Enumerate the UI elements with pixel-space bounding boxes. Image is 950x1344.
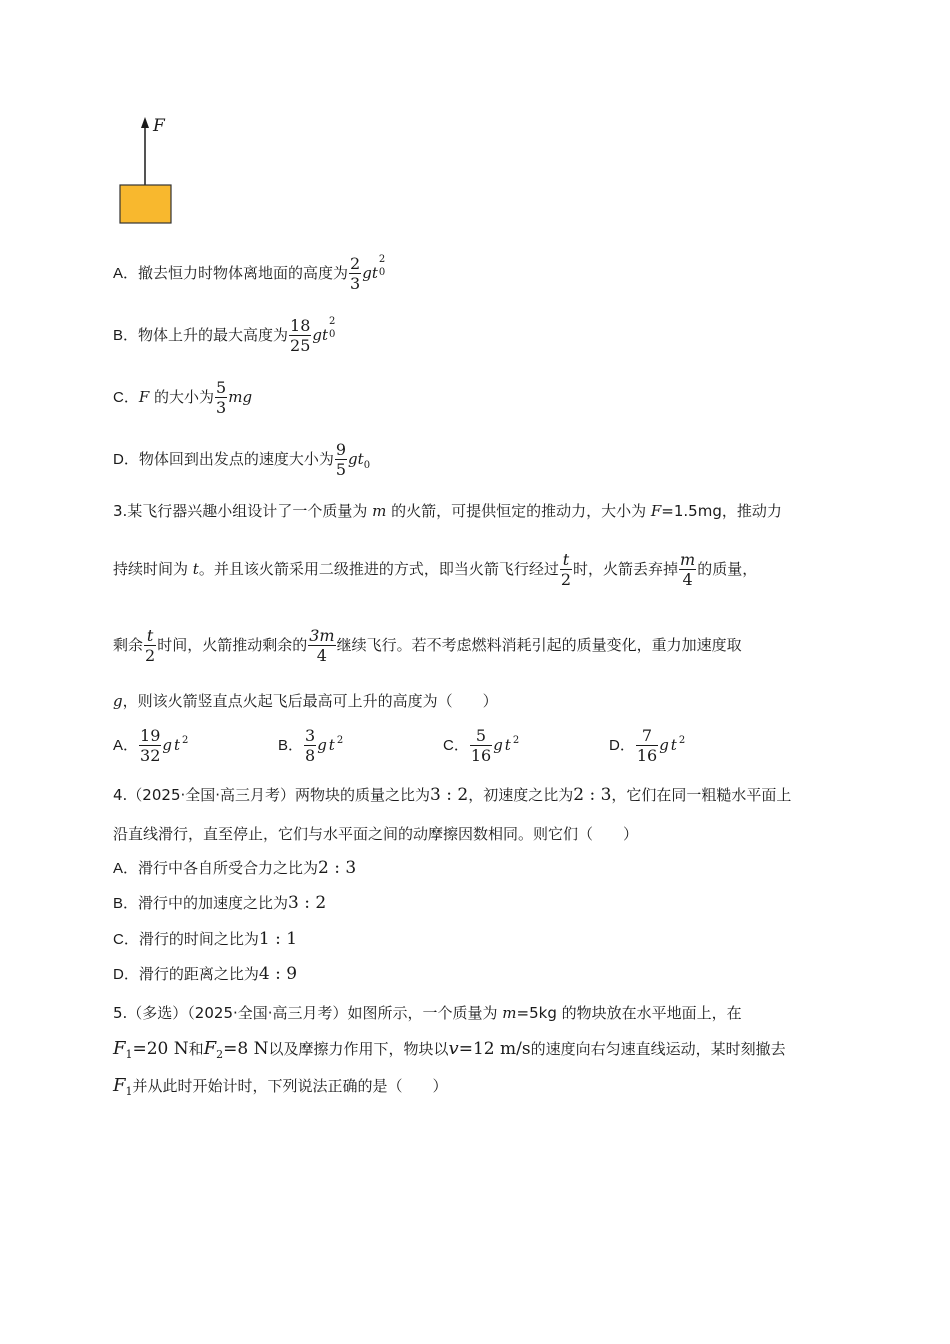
option-text: 滑行的距离之比为 (138, 965, 259, 983)
option-label: B． (278, 737, 304, 754)
option-text: 的大小为 (149, 388, 215, 406)
q5-line-3 (113, 1075, 448, 1098)
frac-den: 25 (290, 336, 311, 355)
frac-den: 2 (560, 570, 572, 589)
frac-den: 4 (316, 646, 327, 665)
option-label: D． (113, 451, 139, 468)
fraction (139, 726, 161, 765)
option-text: 物体上升的最大高度为 (138, 326, 289, 344)
frac-den: 5 (335, 460, 347, 479)
frac-num: 3m (309, 626, 335, 645)
var: F (113, 1075, 126, 1096)
q2-option-d[interactable] (113, 440, 370, 479)
frac-den: 2 (145, 646, 156, 665)
frac-num: 19 (140, 726, 161, 745)
frac-num: 9 (335, 440, 347, 459)
ratio: 3 : 2 (430, 785, 469, 805)
text: 以及摩擦力作用下，物块以 (268, 1040, 449, 1058)
option-label: B． (113, 895, 139, 912)
text: 继续飞行。若不考虑燃料消耗引起的质量变化，重力加速度取 (336, 636, 742, 654)
q2-option-a[interactable] (113, 254, 388, 293)
text: 的速度向右匀速直线运动，某时刻撤去 (530, 1040, 786, 1058)
value: =20 N (132, 1039, 189, 1059)
sup: 2 (336, 735, 344, 746)
var: g (113, 692, 123, 710)
var: F (203, 1038, 217, 1059)
sub: 0 (378, 267, 386, 278)
option-label: C． (113, 389, 139, 406)
sub: 2 (216, 1048, 224, 1061)
text: 和 (188, 1040, 204, 1058)
ratio: 2 : 3 (573, 785, 612, 805)
frac-num: 18 (290, 316, 311, 335)
text: ，则该火箭竖直点火起飞后最高可上升的高度为（ ） (122, 692, 498, 710)
q4-option-d[interactable] (113, 963, 297, 984)
text: =1.5mg，推动力 (661, 502, 782, 520)
frac-den: 32 (140, 746, 161, 765)
frac-num: 2 (350, 254, 361, 273)
expr: gt (312, 326, 329, 344)
text: 持续时间为 (113, 560, 193, 578)
var: v (448, 1038, 459, 1059)
fraction (304, 726, 316, 765)
fraction (144, 626, 156, 665)
fraction (308, 626, 335, 665)
fraction (560, 550, 572, 589)
expr: gt (493, 736, 513, 754)
q4-line-2 (113, 823, 638, 844)
option-label: D． (113, 966, 139, 983)
option-text: 物体回到出发点的速度大小为 (138, 450, 334, 468)
q3-line-3 (113, 626, 742, 665)
text: 。并且该火箭采用二级推进的方式，即当火箭飞行经过 (198, 560, 559, 578)
option-text: 撤去恒力时物体离地面的高度为 (138, 264, 349, 282)
force-arrow-head (141, 117, 149, 128)
sup: 2 (378, 254, 386, 265)
ratio: 3 : 2 (288, 893, 327, 913)
expr: gt (362, 264, 378, 282)
ratio: 4 : 9 (258, 964, 298, 984)
text: 4.（2025·全国·高三月考）两物块的质量之比为 (113, 786, 431, 804)
fraction (470, 726, 492, 765)
sup: 2 (329, 316, 336, 327)
text: 并从此时开始计时，下列说法正确的是（ ） (132, 1077, 448, 1095)
ratio: 2 : 3 (318, 858, 357, 878)
q2-option-b[interactable] (113, 316, 338, 355)
text: 剩余 (113, 636, 144, 654)
sub: 0 (363, 460, 371, 471)
frac-den: 3 (216, 398, 227, 417)
text: 的火箭，可提供恒定的推动力，大小为 (386, 502, 651, 520)
frac-den: 3 (350, 274, 361, 293)
frac-num: m (680, 550, 696, 569)
q3-line-4 (113, 690, 498, 711)
var: m (372, 502, 387, 520)
sup: 2 (512, 735, 520, 746)
option-label: C． (443, 737, 469, 754)
frac-den: 16 (636, 746, 658, 765)
q3-line-1 (113, 500, 782, 521)
expr: mg (228, 388, 253, 406)
option-label: D． (609, 737, 635, 754)
sub: 0 (329, 329, 336, 340)
text: 时间，火箭推动剩余的 (157, 636, 308, 654)
option-label: C． (113, 931, 139, 948)
expr: gt (659, 736, 679, 754)
sub: 1 (125, 1048, 133, 1061)
frac-den: 4 (682, 570, 693, 589)
fraction (349, 254, 361, 293)
frac-num: 7 (636, 726, 658, 746)
frac-num: 3 (305, 726, 316, 745)
frac-num: 5 (470, 726, 492, 746)
frac-num: t (144, 626, 156, 646)
expr: gt (162, 736, 183, 754)
option-label: A． (113, 860, 139, 877)
sub-sup (328, 316, 338, 340)
sub-sup (378, 254, 388, 278)
text: ，初速度之比为 (468, 786, 574, 804)
text: ，它们在同一粗糙水平面上 (611, 786, 792, 804)
text: 时，火箭丢弃掉 (573, 560, 679, 578)
var: F (650, 502, 662, 520)
sub: 1 (125, 1085, 133, 1098)
force-label: F (153, 116, 165, 136)
frac-den: 16 (470, 746, 492, 765)
fraction (215, 378, 227, 417)
q3-option-c[interactable] (443, 726, 519, 765)
fraction (636, 726, 658, 765)
text: 3.某飞行器兴趣小组设计了一个质量为 (113, 502, 373, 520)
frac-num: 5 (216, 378, 227, 397)
sup: 2 (678, 735, 686, 746)
force-diagram (110, 112, 190, 232)
text: 5.（多选）（2025·全国·高三月考）如图所示，一个质量为 (113, 1004, 503, 1022)
q3-option-d[interactable] (609, 726, 685, 765)
text: =5kg 的物块放在水平地面上，在 (516, 1004, 742, 1022)
q4-option-c[interactable] (113, 928, 297, 949)
ratio: 1 : 1 (258, 929, 298, 949)
value: =12 m/s (458, 1039, 531, 1059)
q4-option-b[interactable] (113, 892, 326, 913)
fraction (335, 440, 347, 479)
var: m (502, 1004, 517, 1022)
expr: gt (348, 450, 364, 468)
q4-option-a[interactable] (113, 857, 356, 878)
q4-line-1 (113, 784, 791, 805)
var: F (113, 1038, 126, 1059)
var: t (192, 560, 199, 578)
q3-line-2 (113, 550, 757, 589)
text: 沿直线滑行，直至停止，它们与水平面之间的动摩擦因数相同。则它们（ ） (113, 825, 639, 843)
fraction (679, 550, 696, 589)
block (120, 185, 171, 223)
option-label: A． (113, 265, 139, 282)
q3-option-a[interactable] (113, 726, 188, 765)
option-text: 滑行的时间之比为 (138, 930, 259, 948)
fraction (289, 316, 311, 355)
var: F (138, 388, 150, 406)
q5-line-1 (113, 1002, 742, 1023)
q5-line-2 (113, 1038, 786, 1061)
frac-num: t (560, 550, 572, 570)
option-label: B． (113, 327, 139, 344)
q3-option-b[interactable] (278, 726, 343, 765)
frac-den: 8 (305, 746, 316, 765)
option-label: A． (113, 737, 139, 754)
option-text: 滑行中的加速度之比为 (138, 894, 289, 912)
text: 的质量， (697, 560, 758, 578)
q2-option-c[interactable] (113, 378, 252, 417)
value: =8 N (223, 1039, 269, 1059)
option-text: 滑行中各自所受合力之比为 (138, 859, 319, 877)
sup: 2 (182, 735, 189, 746)
expr: gt (317, 736, 337, 754)
